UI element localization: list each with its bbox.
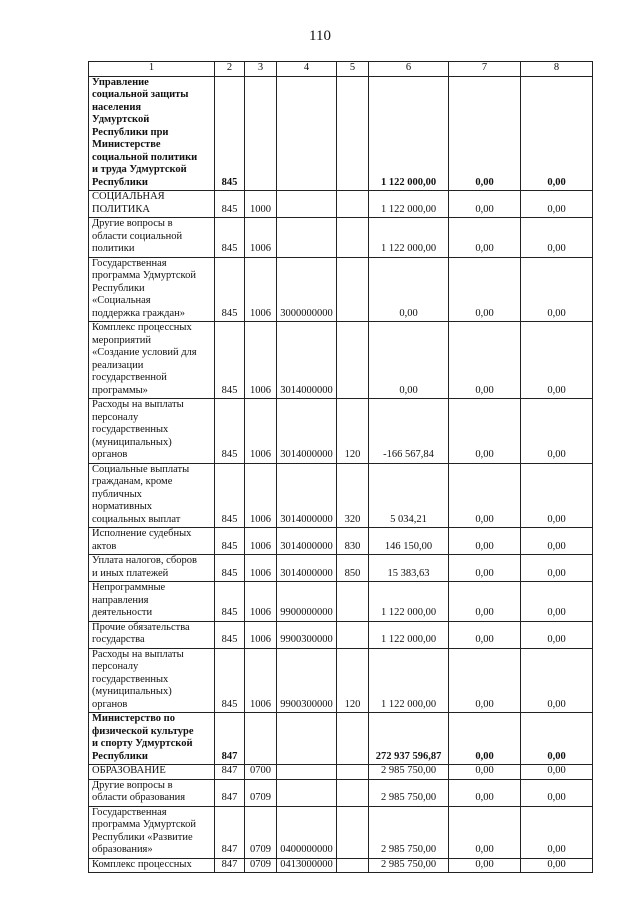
cell-target-article: 9900300000 bbox=[277, 648, 337, 713]
cell-amount-3: 0,00 bbox=[521, 806, 593, 858]
cell-amount-1: 2 985 750,00 bbox=[369, 806, 449, 858]
cell-amount-2: 0,00 bbox=[449, 76, 521, 191]
cell-target-article: 3014000000 bbox=[277, 399, 337, 464]
cell-admin-code: 847 bbox=[215, 765, 245, 780]
cell-admin-code: 845 bbox=[215, 191, 245, 218]
cell-amount-2: 0,00 bbox=[449, 713, 521, 765]
cell-amount-3: 0,00 bbox=[521, 399, 593, 464]
cell-section: 1006 bbox=[245, 582, 277, 622]
cell-amount-1: 146 150,00 bbox=[369, 528, 449, 555]
table-row bbox=[89, 463, 593, 528]
cell-section: 0709 bbox=[245, 806, 277, 858]
column-header-8: 8 bbox=[521, 62, 593, 77]
cell-name: Комплекс процессных мероприятий «Создание условий для реализации государственной программы» bbox=[89, 322, 215, 399]
cell-expense-type bbox=[337, 621, 369, 648]
cell-amount-2: 0,00 bbox=[449, 806, 521, 858]
cell-admin-code: 845 bbox=[215, 582, 245, 622]
cell-amount-1: 1 122 000,00 bbox=[369, 76, 449, 191]
cell-section: 1006 bbox=[245, 218, 277, 258]
cell-name: Другие вопросы в области социальной политики bbox=[89, 218, 215, 258]
cell-amount-2: 0,00 bbox=[449, 463, 521, 528]
table-row bbox=[89, 399, 593, 464]
cell-amount-3: 0,00 bbox=[521, 191, 593, 218]
cell-amount-2: 0,00 bbox=[449, 555, 521, 582]
cell-name: Министерство по физической культуре и спорту Удмуртской Республики bbox=[89, 713, 215, 765]
cell-amount-1: 1 122 000,00 bbox=[369, 648, 449, 713]
table-row bbox=[89, 322, 593, 399]
cell-expense-type: 850 bbox=[337, 555, 369, 582]
cell-admin-code: 845 bbox=[215, 528, 245, 555]
cell-amount-2: 0,00 bbox=[449, 582, 521, 622]
cell-name: Исполнение судебных актов bbox=[89, 528, 215, 555]
cell-expense-type bbox=[337, 779, 369, 806]
cell-amount-1: 5 034,21 bbox=[369, 463, 449, 528]
cell-target-article: 3014000000 bbox=[277, 463, 337, 528]
cell-section: 1006 bbox=[245, 621, 277, 648]
cell-admin-code: 845 bbox=[215, 76, 245, 191]
cell-admin-code: 845 bbox=[215, 648, 245, 713]
page-number: 110 bbox=[309, 28, 331, 44]
cell-admin-code: 847 bbox=[215, 858, 245, 873]
cell-amount-2: 0,00 bbox=[449, 765, 521, 780]
cell-section: 1006 bbox=[245, 399, 277, 464]
cell-admin-code: 845 bbox=[215, 218, 245, 258]
cell-expense-type: 830 bbox=[337, 528, 369, 555]
cell-amount-3: 0,00 bbox=[521, 322, 593, 399]
cell-section: 1006 bbox=[245, 322, 277, 399]
cell-section: 1006 bbox=[245, 555, 277, 582]
table-row bbox=[89, 257, 593, 322]
cell-section bbox=[245, 713, 277, 765]
cell-expense-type bbox=[337, 76, 369, 191]
cell-target-article bbox=[277, 218, 337, 258]
cell-expense-type: 120 bbox=[337, 648, 369, 713]
cell-target-article bbox=[277, 713, 337, 765]
column-header-2: 2 bbox=[215, 62, 245, 77]
cell-amount-2: 0,00 bbox=[449, 528, 521, 555]
cell-section: 1006 bbox=[245, 648, 277, 713]
cell-admin-code: 845 bbox=[215, 399, 245, 464]
budget-table bbox=[88, 61, 593, 873]
table-row bbox=[89, 528, 593, 555]
cell-name: Прочие обязательства государства bbox=[89, 621, 215, 648]
cell-amount-2: 0,00 bbox=[449, 779, 521, 806]
cell-section: 1000 bbox=[245, 191, 277, 218]
cell-expense-type bbox=[337, 322, 369, 399]
cell-section: 1006 bbox=[245, 463, 277, 528]
column-header-4: 4 bbox=[277, 62, 337, 77]
cell-admin-code: 845 bbox=[215, 463, 245, 528]
cell-target-article: 3014000000 bbox=[277, 555, 337, 582]
cell-admin-code: 845 bbox=[215, 555, 245, 582]
cell-expense-type: 120 bbox=[337, 399, 369, 464]
cell-admin-code: 847 bbox=[215, 779, 245, 806]
cell-expense-type bbox=[337, 191, 369, 218]
cell-amount-3: 0,00 bbox=[521, 713, 593, 765]
cell-target-article: 3014000000 bbox=[277, 528, 337, 555]
table-row bbox=[89, 582, 593, 622]
cell-section: 0709 bbox=[245, 779, 277, 806]
cell-amount-3: 0,00 bbox=[521, 555, 593, 582]
cell-name: Расходы на выплаты персоналу государственных (муниципальных) органов bbox=[89, 648, 215, 713]
cell-amount-1: 1 122 000,00 bbox=[369, 621, 449, 648]
cell-name: ОБРАЗОВАНИЕ bbox=[89, 765, 215, 780]
table-row bbox=[89, 76, 593, 191]
cell-expense-type bbox=[337, 582, 369, 622]
cell-amount-2: 0,00 bbox=[449, 257, 521, 322]
table-row bbox=[89, 555, 593, 582]
cell-expense-type bbox=[337, 806, 369, 858]
cell-amount-1: 2 985 750,00 bbox=[369, 858, 449, 873]
cell-section: 1006 bbox=[245, 528, 277, 555]
cell-admin-code: 845 bbox=[215, 322, 245, 399]
cell-admin-code: 847 bbox=[215, 713, 245, 765]
cell-expense-type bbox=[337, 765, 369, 780]
cell-amount-3: 0,00 bbox=[521, 463, 593, 528]
cell-amount-3: 0,00 bbox=[521, 257, 593, 322]
table-row bbox=[89, 858, 593, 873]
table-row bbox=[89, 648, 593, 713]
cell-amount-3: 0,00 bbox=[521, 779, 593, 806]
cell-admin-code: 845 bbox=[215, 621, 245, 648]
table-row bbox=[89, 713, 593, 765]
table-row bbox=[89, 621, 593, 648]
cell-admin-code: 847 bbox=[215, 806, 245, 858]
cell-name: Непрограммные направления деятельности bbox=[89, 582, 215, 622]
table-row bbox=[89, 218, 593, 258]
cell-target-article bbox=[277, 779, 337, 806]
cell-section bbox=[245, 76, 277, 191]
cell-amount-1: 2 985 750,00 bbox=[369, 779, 449, 806]
cell-expense-type: 320 bbox=[337, 463, 369, 528]
cell-amount-2: 0,00 bbox=[449, 621, 521, 648]
cell-section: 1006 bbox=[245, 257, 277, 322]
cell-target-article: 0413000000 bbox=[277, 858, 337, 873]
cell-amount-3: 0,00 bbox=[521, 858, 593, 873]
table-row bbox=[89, 779, 593, 806]
table-row bbox=[89, 765, 593, 780]
cell-amount-1: 2 985 750,00 bbox=[369, 765, 449, 780]
cell-name: Управление социальной защиты населения Удмуртской Республики при Министерстве социальной политики и труда Удмуртской Республики bbox=[89, 76, 215, 191]
cell-expense-type bbox=[337, 713, 369, 765]
cell-amount-3: 0,00 bbox=[521, 218, 593, 258]
cell-amount-1: 1 122 000,00 bbox=[369, 218, 449, 258]
cell-amount-1: -166 567,84 bbox=[369, 399, 449, 464]
cell-section: 0709 bbox=[245, 858, 277, 873]
cell-name: Расходы на выплаты персоналу государственных (муниципальных) органов bbox=[89, 399, 215, 464]
cell-target-article: 3000000000 bbox=[277, 257, 337, 322]
column-header-1: 1 bbox=[89, 62, 215, 77]
cell-name: СОЦИАЛЬНАЯ ПОЛИТИКА bbox=[89, 191, 215, 218]
cell-expense-type bbox=[337, 257, 369, 322]
table-row bbox=[89, 806, 593, 858]
column-header-7: 7 bbox=[449, 62, 521, 77]
cell-amount-3: 0,00 bbox=[521, 621, 593, 648]
cell-amount-1: 1 122 000,00 bbox=[369, 582, 449, 622]
cell-target-article: 3014000000 bbox=[277, 322, 337, 399]
cell-target-article: 0400000000 bbox=[277, 806, 337, 858]
cell-amount-2: 0,00 bbox=[449, 191, 521, 218]
cell-amount-3: 0,00 bbox=[521, 582, 593, 622]
cell-expense-type bbox=[337, 858, 369, 873]
cell-amount-3: 0,00 bbox=[521, 76, 593, 191]
cell-name: Другие вопросы в области образования bbox=[89, 779, 215, 806]
column-header-5: 5 bbox=[337, 62, 369, 77]
cell-amount-2: 0,00 bbox=[449, 858, 521, 873]
cell-expense-type bbox=[337, 218, 369, 258]
cell-amount-2: 0,00 bbox=[449, 322, 521, 399]
cell-amount-1: 15 383,63 bbox=[369, 555, 449, 582]
cell-name: Комплекс процессных bbox=[89, 858, 215, 873]
cell-target-article: 9900300000 bbox=[277, 621, 337, 648]
column-header-3: 3 bbox=[245, 62, 277, 77]
cell-amount-3: 0,00 bbox=[521, 765, 593, 780]
cell-amount-3: 0,00 bbox=[521, 648, 593, 713]
cell-name: Государственная программа Удмуртской Республики «Социальная поддержка граждан» bbox=[89, 257, 215, 322]
cell-name: Государственная программа Удмуртской Республики «Развитие образования» bbox=[89, 806, 215, 858]
cell-amount-1: 0,00 bbox=[369, 257, 449, 322]
cell-amount-3: 0,00 bbox=[521, 528, 593, 555]
cell-target-article bbox=[277, 191, 337, 218]
cell-admin-code: 845 bbox=[215, 257, 245, 322]
cell-target-article: 9900000000 bbox=[277, 582, 337, 622]
cell-target-article bbox=[277, 765, 337, 780]
table-row bbox=[89, 191, 593, 218]
cell-name: Социальные выплаты гражданам, кроме публичных нормативных социальных выплат bbox=[89, 463, 215, 528]
cell-amount-1: 1 122 000,00 bbox=[369, 191, 449, 218]
cell-amount-2: 0,00 bbox=[449, 218, 521, 258]
cell-amount-2: 0,00 bbox=[449, 399, 521, 464]
cell-amount-1: 272 937 596,87 bbox=[369, 713, 449, 765]
cell-target-article bbox=[277, 76, 337, 191]
cell-amount-2: 0,00 bbox=[449, 648, 521, 713]
cell-amount-1: 0,00 bbox=[369, 322, 449, 399]
table-header-row bbox=[89, 62, 593, 77]
column-header-6: 6 bbox=[369, 62, 449, 77]
cell-section: 0700 bbox=[245, 765, 277, 780]
cell-name: Уплата налогов, сборов и иных платежей bbox=[89, 555, 215, 582]
